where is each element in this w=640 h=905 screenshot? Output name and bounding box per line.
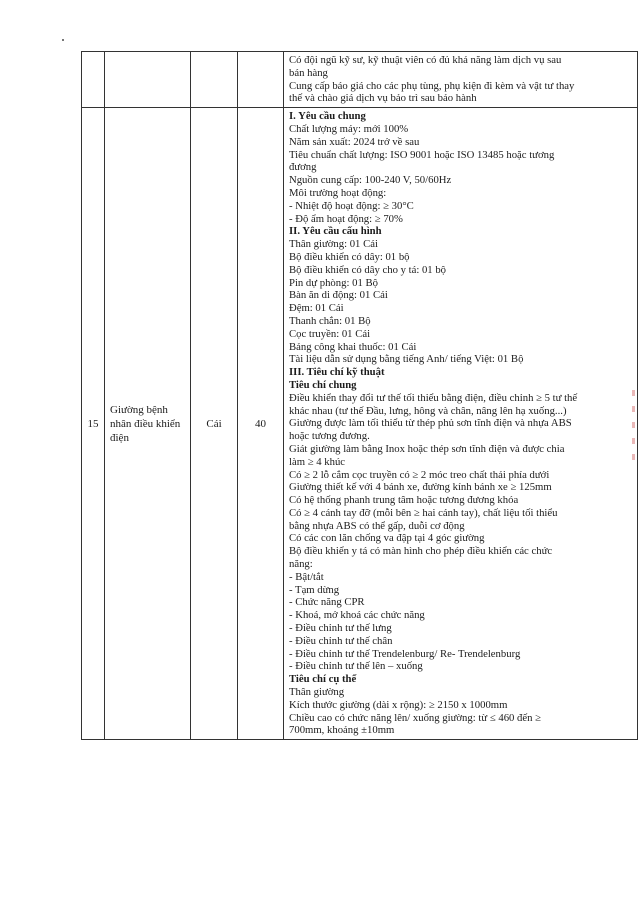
spec-line: Có ≥ 2 lỗ cắm cọc truyền có ≥ 2 móc treo chất thải phía dưới	[289, 468, 550, 481]
spec-line: Bộ điều khiển có dây: 01 bộ	[289, 250, 410, 263]
spec-heading: III. Tiêu chí kỹ thuật	[289, 366, 385, 379]
spec-heading: II. Yêu cầu cấu hình	[289, 225, 382, 238]
spec-line: Giường thiết kế với 4 bánh xe, đường kính bánh xe ≥ 125mm	[289, 481, 552, 494]
cell-specification	[284, 108, 638, 740]
specification-lines	[289, 110, 633, 737]
cell-unit: Cái	[191, 108, 238, 740]
spec-line: Bảng công khai thuốc: 01 Cái	[289, 340, 417, 353]
table-row-previous	[82, 52, 638, 108]
spec-line: 700mm, khoảng ±10mm	[289, 724, 395, 737]
cell-stt-empty	[82, 52, 105, 108]
spec-line: Tài liệu dẫn sử dụng bằng tiếng Anh/ tiếng Việt: 01 Bộ	[289, 353, 524, 366]
spec-line: Pin dự phòng: 01 Bộ	[289, 276, 378, 289]
spec-line: Thân giường: 01 Cái	[289, 238, 378, 251]
previous-spec-lines	[289, 54, 633, 105]
spec-line: khác nhau (tư thế Đầu, lưng, hông và chân, nâng lên hạ xuống...)	[289, 404, 567, 417]
spec-line: Chiều cao có chức năng lên/ xuống giường: từ ≤ 460 đến ≥	[289, 711, 542, 724]
spec-line: hoặc tương đương.	[289, 430, 370, 443]
specification-table	[81, 51, 638, 740]
spec-line: Thanh chắn: 01 Bộ	[289, 314, 371, 327]
spec-line: Giường được làm tối thiểu từ thép phủ sơn tĩnh điện và nhựa ABS	[289, 417, 572, 430]
spec-line: Điều khiển thay đổi tư thế tối thiểu bằng điện, điều chỉnh ≥ 5 tư thế	[289, 391, 578, 404]
cell-item-name: Giường bệnh nhân điều khiển điện	[105, 108, 191, 740]
spec-line: Bàn ăn di động: 01 Cái	[289, 289, 388, 302]
spec-line: - Điều chỉnh tư thế lưng	[289, 622, 392, 635]
spec-line: làm ≥ 4 khúc	[289, 455, 346, 468]
cell-name-empty	[105, 52, 191, 108]
spec-line: năng:	[289, 558, 313, 571]
spec-line: - Điều chỉnh tư thế Trendelenburg/ Re- Trendelenburg	[289, 647, 521, 660]
spec-line: Tiêu chuẩn chất lượng: ISO 9001 hoặc ISO 13485 hoặc tương	[289, 148, 555, 161]
spec-line: - Chức năng CPR	[289, 596, 365, 609]
spec-line: - Điều chỉnh tư thế chân	[289, 634, 393, 647]
spec-line: Chất lượng máy: mới 100%	[289, 122, 409, 135]
spec-line: Kích thước giường (dài x rộng): ≥ 2150 x 1000mm	[289, 698, 508, 711]
spec-line: - Điều chỉnh tư thế lên – xuống	[289, 660, 423, 673]
spec-line: Môi trường hoạt động:	[289, 186, 387, 199]
spec-line: - Độ ẩm hoạt động: ≥ 70%	[289, 212, 403, 225]
cell-unit-empty	[191, 52, 238, 108]
cell-quantity: 40	[238, 108, 284, 740]
spec-line: Năm sản xuất: 2024 trở về sau	[289, 135, 420, 148]
spec-line: Bộ điều khiển y tá có màn hình cho phép điều khiển các chức	[289, 545, 553, 558]
previous-spec-line: thế và chào giá dịch vụ bảo trì sau bảo hành	[289, 92, 477, 105]
spec-line: - Bật/tắt	[289, 570, 324, 583]
margin-stamp-marks	[630, 390, 638, 480]
table-row-item-15	[82, 108, 638, 740]
cell-previous-spec	[284, 52, 638, 108]
spec-line: Có các con lăn chống va đập tại 4 góc giường	[289, 532, 485, 545]
scan-speck	[62, 39, 64, 41]
spec-line: đương	[289, 161, 317, 174]
spec-line: bằng nhựa ABS có thể gấp, duỗi cơ động	[289, 519, 465, 532]
spec-line: - Khoá, mở khoá các chức năng	[289, 609, 425, 622]
spec-line: Giát giường làm bằng Inox hoặc thép sơn tĩnh điện và được chia	[289, 442, 565, 455]
previous-spec-line: Cung cấp báo giá cho các phụ tùng, phụ kiện đi kèm và vật tư thay	[289, 79, 575, 92]
cell-qty-empty	[238, 52, 284, 108]
spec-line: Có hệ thống phanh trung tâm hoặc tương đương khóa	[289, 494, 519, 507]
spec-heading: Tiêu chí cụ thể	[289, 673, 357, 686]
spec-heading: Tiêu chí chung	[289, 378, 357, 391]
spec-line: Cọc truyền: 01 Cái	[289, 327, 371, 340]
previous-spec-line: Có đội ngũ kỹ sư, kỹ thuật viên có đủ khả năng làm dịch vụ sau	[289, 54, 562, 66]
spec-line: Thân giường	[289, 686, 345, 699]
spec-line: - Tạm dừng	[289, 583, 340, 596]
spec-line: Nguồn cung cấp: 100-240 V, 50/60Hz	[289, 174, 452, 187]
spec-line: Đệm: 01 Cái	[289, 302, 344, 315]
cell-stt: 15	[82, 108, 105, 740]
spec-heading: I. Yêu cầu chung	[289, 110, 366, 123]
spec-line: Có ≥ 4 cánh tay đỡ (mỗi bên ≥ hai cánh tay), chất liệu tối thiểu	[289, 506, 558, 519]
previous-spec-line: bán hàng	[289, 66, 328, 79]
spec-line: Bộ điều khiển có dây cho y tá: 01 bộ	[289, 263, 447, 276]
spec-line: - Nhiệt độ hoạt động: ≥ 30°C	[289, 199, 414, 212]
